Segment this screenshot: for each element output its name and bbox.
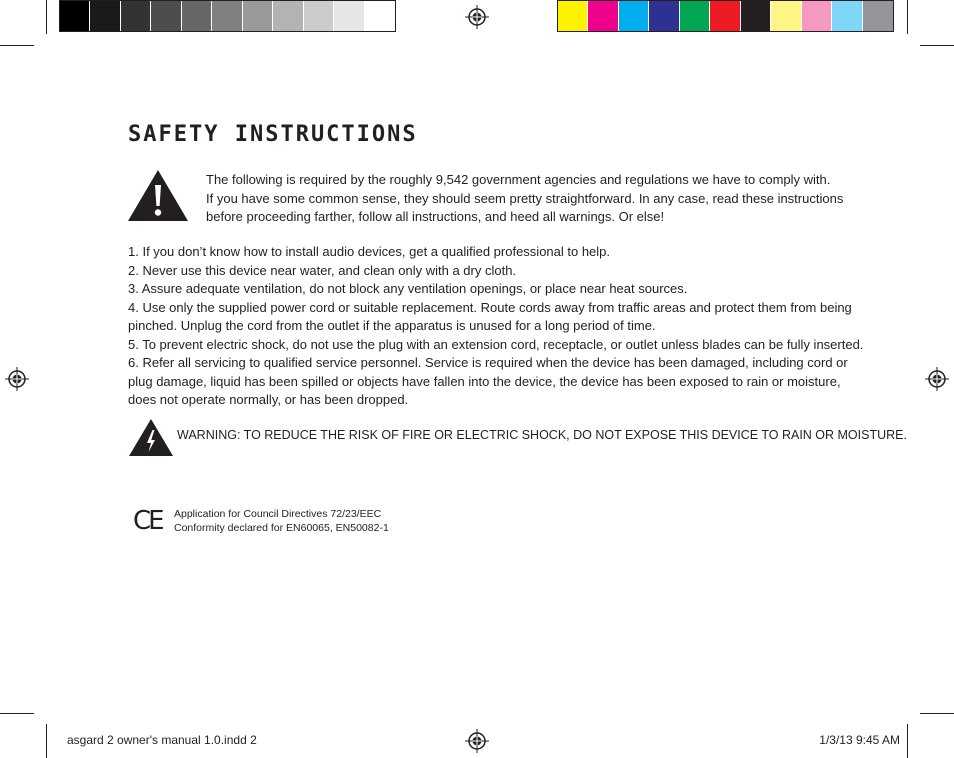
- color-swatch: [710, 1, 740, 31]
- ce-line: Conformity declared for EN60065, EN50082-1: [174, 522, 389, 534]
- color-swatch: [802, 1, 832, 31]
- intro-line: The following is required by the roughly 9,542 government agencies and regulations we have to comply with.: [206, 172, 831, 187]
- color-swatch: [680, 1, 710, 31]
- list-item: does not operate normally, or has been dropped.: [128, 392, 409, 407]
- crop-mark: [0, 45, 34, 46]
- registration-mark-icon: [925, 367, 949, 391]
- intro-line: If you have some common sense, they should seem pretty straightforward. In any case, read these instructions: [206, 190, 844, 206]
- intro-line: before proceeding farther, follow all instructions, and heed all warnings. Or else!: [206, 209, 665, 224]
- grayscale-color-bar: [59, 0, 396, 32]
- crop-mark: [907, 0, 908, 34]
- ce-mark-icon: CE: [133, 506, 162, 536]
- color-swatch: [212, 1, 242, 31]
- crop-mark: [46, 0, 47, 34]
- color-swatch: [273, 1, 303, 31]
- intro-paragraph: [206, 171, 906, 227]
- lightning-triangle-icon: [128, 418, 174, 457]
- list-item: pinched. Unplug the cord from the outlet if the apparatus is unused for a long period of time.: [128, 318, 656, 333]
- color-swatch: [619, 1, 649, 31]
- page-title: SAFETY INSTRUCTIONS: [128, 122, 418, 147]
- exclamation-triangle-icon: [127, 169, 189, 222]
- color-swatch: [243, 1, 273, 31]
- crop-mark: [46, 724, 47, 758]
- color-swatch: [151, 1, 181, 31]
- slug-datetime: 1/3/13 9:45 AM: [819, 733, 900, 747]
- list-item: 2. Never use this device near water, and clean only with a dry cloth.: [128, 262, 517, 278]
- list-item: 6. Refer all servicing to qualified service personnel. Service is required when the device has been damaged, including cord or: [128, 355, 848, 370]
- list-item: 4. Use only the supplied power cord or suitable replacement. Route cords away from traffic areas and protect them from being: [128, 299, 852, 315]
- color-swatch: [588, 1, 618, 31]
- color-swatch: [334, 1, 364, 31]
- process-color-bar: [557, 0, 894, 32]
- registration-mark-icon: [465, 729, 489, 753]
- color-swatch: [90, 1, 120, 31]
- ce-conformity-text: [174, 507, 389, 535]
- crop-mark: [0, 713, 34, 714]
- crop-mark: [920, 45, 954, 46]
- color-swatch: [649, 1, 679, 31]
- color-swatch: [558, 1, 588, 31]
- color-swatch: [60, 1, 90, 31]
- ce-line: Application for Council Directives 72/23/EEC: [174, 508, 382, 520]
- crop-mark: [907, 724, 908, 758]
- color-swatch: [863, 1, 893, 31]
- color-swatch: [304, 1, 334, 31]
- list-item: 1. If you don’t know how to install audio devices, get a qualified professional to help.: [128, 244, 611, 259]
- instructions-list: [128, 243, 888, 410]
- registration-mark-icon: [5, 367, 29, 391]
- list-item: 5. To prevent electric shock, do not use the plug with an extension cord, receptacle, or outlet unless blades can be fully inserted.: [128, 336, 864, 352]
- list-item: 3. Assure adequate ventilation, do not block any ventilation openings, or place near heat sources.: [128, 281, 688, 296]
- color-swatch: [182, 1, 212, 31]
- slug-filename: asgard 2 owner's manual 1.0.indd 2: [67, 733, 257, 747]
- color-swatch: [121, 1, 151, 31]
- registration-mark-icon: [465, 5, 489, 29]
- crop-mark: [920, 713, 954, 714]
- color-swatch: [771, 1, 801, 31]
- list-item: plug damage, liquid has been spilled or objects have fallen into the device, the device has been exposed to rain or moisture,: [128, 373, 841, 389]
- shock-warning-text: WARNING: TO REDUCE THE RISK OF FIRE OR ELECTRIC SHOCK, DO NOT EXPOSE THIS DEVICE TO RAIN OR MOISTURE.: [177, 428, 907, 442]
- color-swatch: [832, 1, 862, 31]
- color-swatch: [741, 1, 771, 31]
- color-swatch: [365, 1, 395, 31]
